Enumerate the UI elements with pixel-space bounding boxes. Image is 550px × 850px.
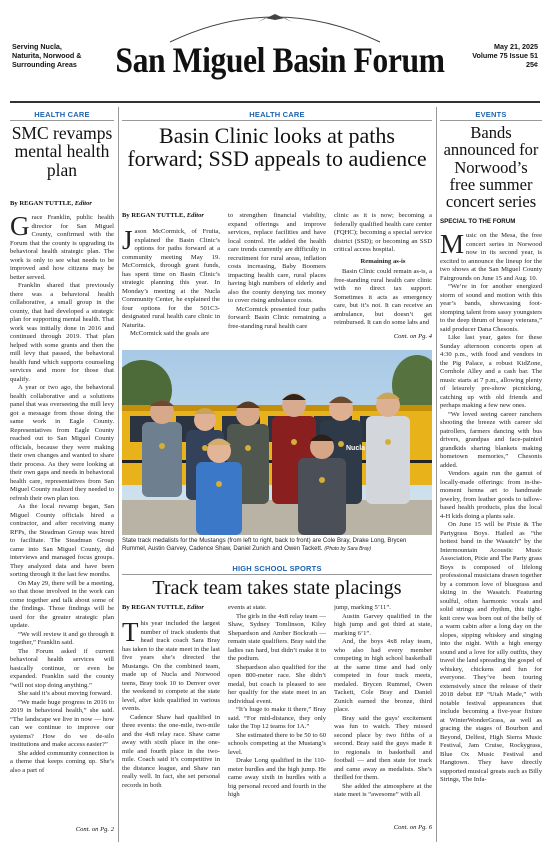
issue-price: 25¢ xyxy=(526,60,538,69)
section-rule xyxy=(122,574,432,575)
masthead xyxy=(0,0,550,100)
service-area-line-1: Serving Nucla, xyxy=(12,42,62,51)
section-rule xyxy=(440,120,542,121)
photo-credit: (Photo by Sara Bray) xyxy=(324,546,372,552)
column-divider xyxy=(118,107,119,842)
dropcap: G xyxy=(10,214,30,241)
byline-left xyxy=(10,200,114,207)
article-body-track-col2: events at state. The girls in the 4x8 relay team — Shaw, Sydney Tomlinson, Kiley Shepardson and Amber Bockrath — remain state qualifiers. Bray said the ladies ran hard, but didn’t make it to the podium. Shepardson also qualified for the open 800-meter race. She didn’t medal, but coach is pleased to see her qualify for the state meet in an individual event. “It’s huge to make it there,” Bray said. “For mid-distance, they only take the Top 12 teams for 1A.” She estimated there to be 50 to 60 schools competing at the Mustang’s level. Drake Long qualified in the 110-meter hurdles and the high jump. He came away sixth in hurdles with a big personal record and fourth in the high xyxy=(228,604,326,798)
section-rule xyxy=(122,120,432,121)
dropcap: T xyxy=(122,620,139,647)
byline-center-bottom xyxy=(122,604,222,611)
photo-caption xyxy=(122,537,432,553)
headline-basin-clinic[interactable]: Basin Clinic looks at paths forward; SSD appeals to audience xyxy=(127,123,427,172)
track-team-photo xyxy=(122,350,432,535)
photo-illustration xyxy=(122,350,432,535)
byline-author: By REGAN TUTTLE, xyxy=(122,212,186,219)
section-label-health-care-left: HEALTH CARE xyxy=(34,110,90,119)
section-label-health-care-center: HEALTH CARE xyxy=(249,110,305,119)
article-body-track-col1: This year included the largest number of track students that head track coach Sara Bray has taken to the state meet in the last five years she’s directed the Mustangs. On the combined team, made up of Nucla and Norwood teens, Bray took 10 to Denver over the weekend to compete at the state level, after kids qualified in various events. Cadence Shaw had qualified in three events: the one-mile, two-mile and the 4x8 relay race. Shaw came away with sixth place in the one-mile and fourth place in the two-mile. Coach said it’s competitive in the distance league, and Shaw ran really well. In fact, she set personal records in both xyxy=(122,620,220,789)
masthead-rule xyxy=(10,101,540,103)
byline-role: Editor xyxy=(186,604,204,611)
article-body-basin-col3: clinic as it is now; becoming a federally qualified health care center (FQHC); becoming a special service district (SSD); or becoming an SSD critical access hospital. Remaining as-is Basin Clinic could remain as-is, a free-standing rural health care clinic with no direct tax support. Sometimes it acts as emergency care, but it’s not. It can receive an ambulance, but doesn’t get reimbursed. It can do some labs and xyxy=(334,212,432,326)
article-body-bands: Music on the Mesa, the free concert series in Norwood now in its second year, is excited to announce the lineup for the two shows at the San Miguel County Fairgrounds on June 15 and Aug. 10. “We’re in for another energized storm of sound and motion with this year’s bands, showcasing foot-stomping talent from sassy youngsters to the deep thrum of brassy veterans,” said producer Dana Chesonis. Like last year, gates for these Sunday afternoon concerts open at 4:30 p.m., with food and vendors in the Pig Palace, a robust KidZone, Cornhole Alley and a cash bar. The music starts at 7 p.m., allowing plenty of leisurely pre-show picnicking, catching up with old friends and perhaps making a few new ones. “We loved seeing career ranchers shooting the breeze with career ski patrollers, farmers dancing with bus drivers, grandpas and face-painted grandkids sharing blankets making hometown memories,” Chesonis added. Vendors again run the gamut of locally-made offerings: from in-the-moment henna art to handmade jewelry, from leather goods to tallow-based health products, plus the local 4-H kids doing a plants sale. On June 15 will be Pixie & The Partygrass Boys. Hailed as “the hottest band in the Wasatch” by the Intermountain Acoustic Music Association, Pixie and The Party grass Boys is composed of lifelong professional musicians drawn together by a common love of bluegrass and skiing in the Wasatch. Featuring soulful, often harmonic vocals and solid strings and rhythm, this tight-knit crew was born out of the belly of a warm cabin after a long day on the slopes, sipping whiskey and singing into the night. With a high energy sound and a love for silly outfits, they travel the land spreading the gospel of whiskey, chickens and fun for everyone. They’ve been touring extensively since the release of their 2018 debut EP “Utah Made,” with notable festival appearances that include becoming a five-year fixture at WinterWonderGrass, as well as gracing the stages of Bourbon and Beyond, Delfest, High Sierra Music Festival, Jam Cruise, Rockygrass, Blue Ox Music Festival and Hangtown. They have directly supported musical greats such as Billy Strings, The Infa- xyxy=(440,232,542,783)
masthead-issue-info xyxy=(418,42,538,69)
continued-link-left[interactable]: Cont. on Pg. 2 xyxy=(75,826,114,833)
article-body-basin-col2: to strengthen financial viability, expand offerings and improve services, replace facilities and have local control. He added the health care trends currently are difficulty in recruitment for rural areas, inflation costs increasing, Baby Boomers impacting health care, rural places having high numbers of elderly and also the county denying tax money to cover rising ambulance costs. McCormick presented four paths forward: Basin Clinic remaining a free-standing rural health care xyxy=(228,212,326,330)
byline-role: Editor xyxy=(186,212,204,219)
byline-author: By REGAN TUTTLE, xyxy=(122,604,186,611)
subhead-remaining-as-is: Remaining as-is xyxy=(360,257,406,265)
headline-bands-announced[interactable]: Bands announced for Norwood’s free summer concert series xyxy=(443,123,539,212)
service-area-line-3: Surrounding Areas xyxy=(12,60,77,69)
article-body-track-col3: jump, marking 5’11”. Austin Garvey qualified in the high jump and got third at state, marking 6’1”. And, the boys 4x8 relay team, who also had every member competing in high school basketball at the same time and had only competed in four track meets, medaled. Brycen Rummel, Owen Tackett, Cole Bray and Daniel Zunich earned the bronze, third place. Bray said the guys’ excitement was fun to watch. They missed second place by two fifths of a second. Bray said the guys made it to regionals in basketball and football — and then state for track and came away as medalists. She’s thrilled for them. She added the atmosphere at the state meet is “awesome” with all xyxy=(334,604,432,798)
dropcap: J xyxy=(122,228,133,255)
issue-date: May 21, 2025 xyxy=(494,42,538,51)
jersey-text: Nucla xyxy=(346,445,366,452)
dropcap: M xyxy=(440,232,465,259)
continued-link-basin[interactable]: Cont. on Pg. 4 xyxy=(393,333,432,340)
section-rule xyxy=(10,120,114,121)
article-body-basin-col1: Jason McCormick, of Fruita, explained the Basin Clinic’s options for paths forward at a community meeting May 19. McCormick, through grant funds, has spent time on Basin Clinic’s strategic planning this year. In Monday’s meeting at the Nucla Community Center, he explained the four options for the 501C3-designated rural health care clinic in Naturita. McCormick said the goals are xyxy=(122,228,220,337)
headline-smc-mental-health[interactable]: SMC revamps mental health plan xyxy=(11,123,113,180)
byline-special: SPECIAL TO THE FORUM xyxy=(440,218,516,225)
byline-author: By REGAN TUTTLE, xyxy=(10,200,74,207)
service-area-line-2: Naturita, Norwood & xyxy=(12,51,82,60)
section-label-events: EVENTS xyxy=(475,110,507,119)
byline-center-top xyxy=(122,212,222,219)
continued-link-track[interactable]: Cont. on Pg. 6 xyxy=(393,824,432,831)
newspaper-title: San Miguel Basin Forum xyxy=(115,40,445,80)
article-body-smc: Grace Franklin, public health director for San Miguel County, confirmed with the Forum that the county is upgrading its behavioral health strategic plan. The work is only to see what needs to be improved and how citizens may be better served. Franklin shared that previously there was a behavioral health collaborative, a small group in the county, that had developed a strategic plan for supporting mental health. That work was initially done in 2016 and continued through 2019. That plan helped with some grants and then the mill levy that passed, the behavioral health fund which supports counseling services and more for those that qualify. A year or two ago, the behavioral health collaborative and a solutions panel that was overseeing the mill levy got a message from those doing the same work in Eagle County. Representatives from Eagle County reached out to San Miguel County officials, because they were making their own changes and wanted to share their process. As they were looking at their own gaps and needs in behavioral health care, representatives from San Miguel County realized they needed to refresh their own plan too. As the local revamp began, San Miguel County officials hired a contractor, and after receiving many RFPs, the Steadman Group was hired to facilitate. The Steadman Group came into San Miguel County, did interviews and managed focus groups. They analyzed data and have been sorting through it the last few months. On May 29, there will be a meeting, so that those involved in the work can come together and talk about some of the findings. Those findings will be used for the greater strategic plan update. “We will review it and go through it together,” Franklin said. The Forum asked if current behavioral health services will basically continue, or even be expanded. Franklin said the county “will not stop doing anything.” She said it’s about moving forward. “We made huge progress in 2016 to 2019 in behavioral health,” she said. “The landscape we live in now — how can we continue to improve our systems? How do we de-silo institutions and make access easier?” She added community connection is a theme that keeps coming up. She’s also a part of xyxy=(10,214,114,774)
column-divider xyxy=(436,107,437,842)
byline-role: Editor xyxy=(74,200,92,207)
caption-text: State track medalists for the Mustangs (from left to right, back to front) are Cole Bray, Drake Long, Brycen Rummel, Austin Garvey, Cadence Shaw, Daniel Zunich and Owen Tackett. xyxy=(122,537,407,552)
issue-volume: Volume 75 Issue 51 xyxy=(472,51,538,60)
headline-track-team[interactable]: Track team takes state placings xyxy=(152,577,402,599)
section-label-high-school-sports: HIGH SCHOOL SPORTS xyxy=(232,564,322,573)
